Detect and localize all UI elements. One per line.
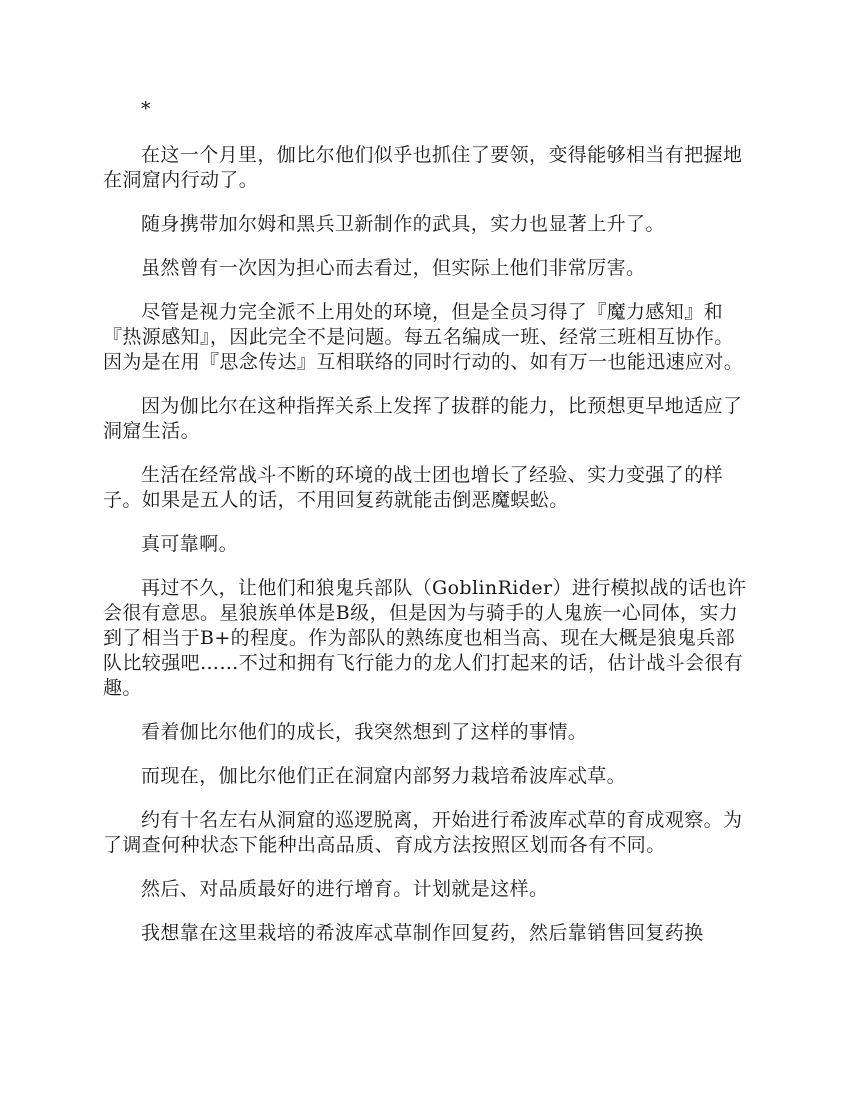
paragraph: 虽然曾有一次因为担心而去看过，但实际上他们非常厉害。 — [141, 257, 646, 279]
paragraph: 看着伽比尔他们的成长，我突然想到了这样的事情。 — [141, 721, 588, 743]
paragraph: 我想靠在这里栽培的希波库忒草制作回复药，然后靠销售回复药换 — [141, 922, 704, 944]
paragraph: 因为伽比尔在这种指挥关系上发挥了拔群的能力，比预想更早地适应了洞窟生活。 — [103, 395, 743, 442]
paragraph: 尽管是视力完全派不上用处的环境，但是全员习得了『魔力感知』和『热源感知』，因此完全不是问题。每五名编成一班、经常三班相互协作。因为是在用『思念传达』互相联络的同时行动的、如有万一也能迅速应对。 — [103, 301, 744, 373]
paragraph: 然后、对品质最好的进行增育。计划就是这样。 — [141, 878, 549, 900]
paragraph: 约有十名左右从洞窟的巡逻脱离，开始进行希波库忒草的育成观察。为了调查何种状态下能种出高品质、育成方法按照区划而各有不同。 — [103, 809, 743, 856]
paragraph: 而现在，伽比尔他们正在洞窟内部努力栽培希波库忒草。 — [141, 765, 627, 787]
scene-separator: * — [141, 98, 151, 120]
paragraph: 在这一个月里，伽比尔他们似乎也抓住了要领，变得能够相当有把握地在洞窟内行动了。 — [103, 144, 743, 191]
page-body — [103, 96, 748, 965]
paragraph: 真可靠啊。 — [141, 533, 239, 555]
paragraph: 随身携带加尔姆和黑兵卫新制作的武具，实力也显著上升了。 — [141, 213, 665, 235]
paragraph: 生活在经常战斗不断的环境的战士团也增长了经验、实力变强了的样子。如果是五人的话，不用回复药就能击倒恶魔蜈蚣。 — [103, 464, 724, 511]
paragraph: 再过不久，让他们和狼鬼兵部队（GoblinRider）进行模拟战的话也许会很有意思。星狼族单体是B级，但是因为与骑手的人鬼族一心同体，实力到了相当于B+的程度。作为部队的熟练度也相当高、现在大概是狼鬼兵部队比较强吧……不过和拥有飞行能力的龙人们打起来的话，估计战斗会很有趣。 — [103, 577, 747, 699]
